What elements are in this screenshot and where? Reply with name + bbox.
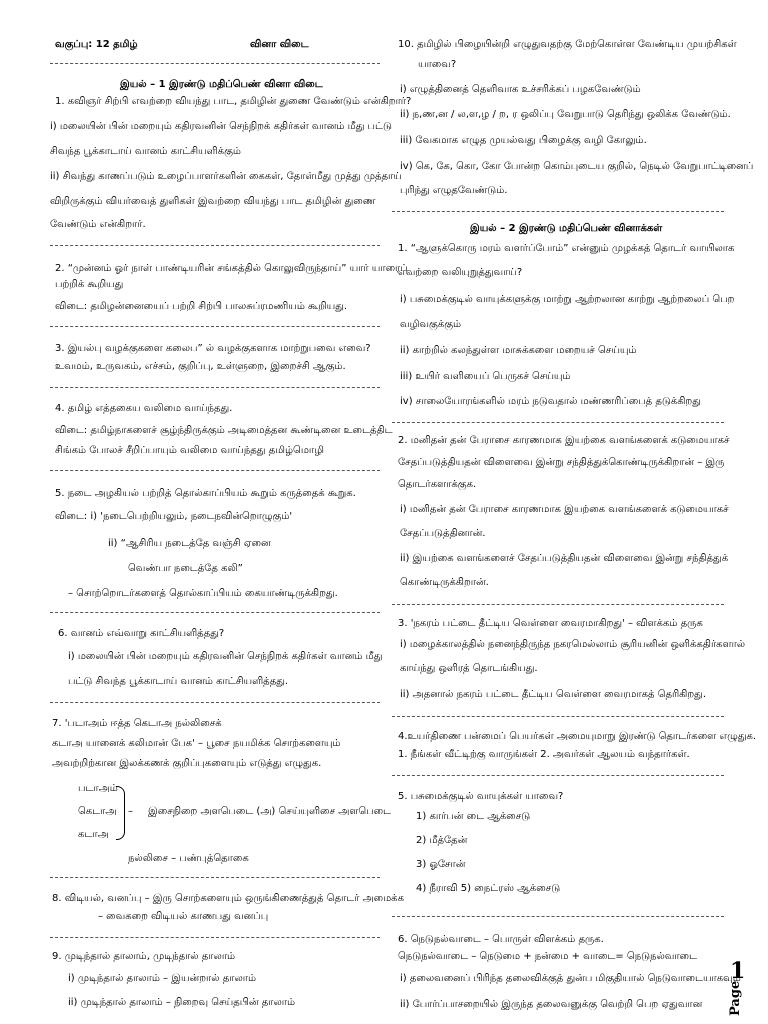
divider	[392, 775, 724, 776]
answer-line: ii) அதனால் நகரம் பட்டை தீட்டிய வெள்ளை வைரமாகத் தெரிகிறது.	[400, 689, 707, 700]
answer-line: iv) கெ, கே, கொ, கோ போன்ற கொம்புடைய குறில், நெடில் வேறுபாட்டினைப்	[400, 161, 754, 172]
divider	[392, 916, 724, 917]
divider	[50, 63, 380, 64]
question-text: பற்றிக் கூறியது	[55, 279, 124, 290]
answer-line: i) பசுமைக்குடில் வாயுக்களுக்கு மாற்று ஆற்றலான காற்று ஆற்றலைப் பெற	[400, 294, 735, 305]
divider	[50, 387, 380, 388]
divider	[392, 716, 724, 717]
section-title-iyal-1: இயல் – 1 இரண்டு மதிப்பெண் வினா விடை	[120, 79, 323, 90]
question-text: 2. “முன்னம் ஓர் நாள் பாண்டியரின் சங்கத்தில் கொலுவிருந்தாய்” யார் யாரைப்	[55, 263, 408, 274]
answer-line: i) எழுத்தினைத் தெளிவாக உச்சரிக்கப் பழகவேண்டும்	[400, 84, 641, 95]
answer-line: ii) சிவந்து காணப்படும் உழைப்பாளர்களின் கைகள், தோள்மீது முத்து முத்தாய்	[50, 171, 402, 182]
divider	[50, 470, 380, 471]
answer-line: i) தலைவனைப் பிரிந்த தலைவிக்குத் துன்ப மிகுதியால் நெடுவாடையாகவும்	[400, 973, 741, 984]
divider	[50, 245, 380, 246]
answer-line: ii) முடிந்தால் தாலாம் – நிறைவு செய்தபின் தாலாம்	[68, 997, 296, 1008]
answer-line: விடை: தமிழ்நாகளைச் சூழ்ந்திருக்கும் அடிமைத்தன கூண்டினை உடைத்திட	[55, 425, 393, 436]
answer-line: ii) காற்றில் கலந்துள்ள மாசுக்களை மறையச் செய்யும்	[400, 345, 637, 356]
question-text: 10. தமிழில் பிழையின்றி எழுதுவதற்கு மேற்கொள்ள வேண்டிய முயற்சிகள்	[398, 39, 737, 50]
answer-line: iv) சாலையோரங்களில் மரம் நடுவதால் மண்ணரிப்பைத் தடுக்கிறது	[400, 396, 701, 407]
question-text: 1. “ஆளுக்கொரு மரம் வளர்ப்போம்” என்னும் முழக்கத் தொடர் வாயிலாக	[398, 243, 735, 254]
divider	[50, 326, 380, 327]
question-text: 2. மனிதன் தன் பேராசை காரணமாக இயற்கை வளங்களைக் கடுமையாகச்	[398, 435, 730, 446]
question-text: 6. நெடுநல்வாடை – பொருள் விளக்கம் தருக.	[398, 934, 604, 945]
divider	[392, 422, 724, 423]
answer-line: வெண்பா நடைத்தே கலி”	[128, 563, 243, 574]
page-label: Page	[728, 980, 743, 1016]
question-text: 6. வானம் எவ்வாறு காட்சியளித்தது?	[58, 628, 225, 639]
answer-line: iii) வேகமாக எழுத முயல்வது பிழைக்கு வழி கோலும்.	[400, 135, 647, 146]
divider	[50, 937, 380, 938]
answer-line: வழிவகுக்கும்	[400, 319, 462, 330]
answer-line: i) மழைக்காலத்தில் நனைந்திருந்த நகரமெல்லாம் சூரியனின் ஒளிக்கதிர்களால்	[400, 639, 746, 650]
question-text: 4.உயர்திணை பன்மைப் பெயர்கள் அமையுமாறு இரண்டு தொடர்களை எழுதுக.	[398, 731, 757, 742]
answer-line: – சொற்றொடர்களைத் தொல்காப்பியம் கையாண்டிருக்கிறது.	[68, 588, 338, 599]
question-text: அவற்றிற்கான இலக்கணக் குறிப்புகளையும் எடுத்து எழுதுக.	[52, 758, 322, 769]
question-text: 1. கவிஞர் சிற்பி எவற்றை வியந்து பாட, தமிழின் துணை வேண்டும் என்கிறார்?	[55, 96, 412, 107]
list-item: 2) மீத்தேன்	[416, 835, 468, 846]
answer-line: ii) போர்ப்பாசறையில் இருந்த தலைவனுக்கு வெற்றி பெற ஏதுவான	[400, 999, 703, 1010]
question-text: 8. விடியல், வனப்பு – இரு சொற்களையும் ஒருங்கிணைத்துத் தொடர் அமைக்க	[52, 893, 404, 904]
answer-line: நெடுநல்வாடை – நெடுமை + நன்மை + வாடை= நெடுநல்வாடை	[398, 951, 697, 962]
answer-line: உவமம், உருவகம், எச்சம், குறிப்பு, உள்ளுறை, இறைச்சி ஆகும்.	[55, 361, 346, 372]
answer-line: வேண்டும் என்கிறார்.	[50, 219, 146, 230]
answer-line: i) மனிதன் தன் பேராசை காரணமாக இயற்கை வளங்களைக் கடுமையாகச்	[400, 504, 729, 515]
answer-line: ii) “ஆசிரிய நடைத்தே வஞ்சி ஏனை	[108, 538, 271, 549]
answer-line: நல்லிசை – பண்புத்தொகை	[128, 853, 249, 864]
answer-line: இசைநிறை அளபெடை (அ) செய்யுளிசை அளபெடை	[148, 806, 391, 817]
answer-line: சிங்கம் போலச் சீறிப்பாயும் வலிமை வாய்ந்தது தமிழ்மொழி	[55, 445, 324, 456]
answer-line: 1. நீங்கள் வீட்டிற்கு வாருங்கள் 2. அவர்கள் ஆலயம் வந்தார்கள்.	[398, 749, 690, 760]
answer-line: iii) உயிர் வளியைப் பெருகச் செய்யும்	[400, 371, 571, 382]
question-text: 3. 'நகரம் பட்டை தீட்டிய வெள்ளை வைரமாகிறது' – விளக்கம் தருக	[398, 618, 703, 629]
answer-line: காய்ந்து ஒளிரத் தொடங்கியது.	[400, 663, 538, 674]
class-label: வகுப்பு: 12 தமிழ்	[55, 39, 138, 50]
question-text: 5. பசுமைக்குடில் வாயுக்கள் யாவை?	[398, 791, 564, 802]
answer-line: ii) இயற்கை வளங்களைச் சேதப்படுத்தியதன் விளைவை இன்று சந்தித்துக்	[400, 553, 729, 564]
list-item: 4) நீராவி 5) நைட்ரஸ் ஆக்சைடு	[416, 883, 561, 894]
brace-icon	[116, 786, 125, 840]
section-title-iyal-2: இயல் – 2 இரண்டு மதிப்பெண் வினாக்கள்	[470, 223, 663, 234]
answer-line: கொண்டிருக்கிறான்.	[400, 577, 489, 588]
list-item: 3) ஓசோன்	[416, 859, 466, 870]
divider	[50, 702, 380, 703]
answer-line: சிவந்த பூக்காடாய் வானம் காட்சியளிக்கும்	[50, 146, 241, 157]
dash: –	[128, 806, 133, 817]
divider	[50, 612, 380, 613]
question-text: தொடர்களாக்குக.	[398, 479, 477, 490]
answer-line: i) மலையின் பின் மறையும் கதிரவனின் செந்நிறக் கதிர்கள் வானம் மீது பட்டு	[50, 121, 392, 132]
word-item: கெடாஅ	[78, 806, 117, 817]
question-text: 5. நடை அழகியல் பற்றித் தொல்காப்பியம் கூறும் கருத்தைக் கூறுக.	[55, 488, 356, 499]
answer-line: ii) ந,ண,ன / ல,ள,ழ / ற, ர ஒலிப்பு வேறுபாடு தெரிந்து ஒலிக்க வேண்டும்.	[400, 109, 731, 120]
answer-line: சேதப்படுத்தினான்.	[400, 528, 486, 539]
divider	[392, 211, 724, 212]
answer-line: புரிந்து எழுதவேண்டும்.	[400, 185, 508, 196]
word-item: கடாஅ	[78, 829, 109, 840]
question-text: 9. முடிந்தால் தாலாம், முடிந்தால் தாலாம்	[52, 951, 236, 962]
question-text: யாவை?	[418, 59, 457, 70]
question-text: 7. 'படாஅம் ஈத்த கெடாஅ நல்லிசைக்	[52, 718, 222, 729]
divider	[50, 877, 380, 878]
answer-line: – வைகறை விடியல் காணபது வனப்பு	[98, 911, 269, 922]
question-text: 4. தமிழ் எத்தகைய வலிமை வாய்ந்தது.	[55, 403, 233, 414]
divider	[392, 604, 724, 605]
question-text: 3. இயல்பு வழக்குகளை கலைப” ல் வழக்குகளாக மாற்றுபவை எவை?	[55, 343, 371, 354]
answer-line: விறிருக்கும் வியர்வைத் துளிகள் இவற்றை வியந்து பாட தமிழின் துணை	[50, 196, 376, 207]
question-text: சேதப்படுத்தியதன் விளைவை இன்று சந்தித்துக்கொண்டிருக்கிறான் – இரு	[398, 457, 725, 468]
page-title: வினா விடை	[250, 39, 309, 50]
question-text: கடாஅ யானைக் கலிமான் பேக' – பூசை நயமிக்க சொற்களையும்	[52, 738, 341, 749]
answer-line: விடை: தமிழன்னையைப் பற்றி சிற்பி பாலசுப்ரமணியம் கூறியது.	[55, 301, 348, 312]
answer-line: i) மலையின் பின் மறையும் கதிரவனின் செந்நிறக் கதிர்கள் வானம் மீது	[68, 651, 383, 662]
question-text: எவற்றை வலியுறுத்துவாய்?	[398, 267, 523, 278]
list-item: 1) கார்பன் டை ஆக்சைடு	[416, 811, 531, 822]
answer-line: பட்டு சிவந்த பூக்காடாய் வானம் காட்சியளித்தது.	[68, 676, 289, 687]
page-number: 1	[730, 958, 746, 984]
answer-line: i) முடிந்தால் தாலாம் – இயன்றால் தாலாம்	[68, 973, 257, 984]
answer-line: விடை: i) 'நடைபெற்றியலும், நடைநவின்றொழுகும்'	[55, 511, 293, 522]
word-item: படாஅம்	[78, 783, 118, 794]
